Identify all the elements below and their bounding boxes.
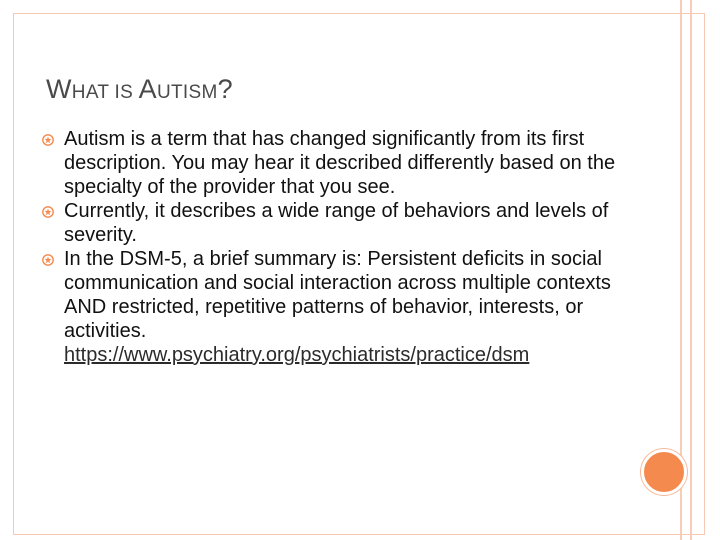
bullet-list bbox=[42, 127, 632, 367]
title-part: ? bbox=[217, 74, 233, 104]
bullet-text: Autism is a term that has changed significantly from its first description. You may hear it described differently based on the specialty of the provider that you see. bbox=[64, 128, 616, 198]
title-part: HAT bbox=[71, 82, 115, 103]
star-bullet-icon bbox=[42, 134, 54, 146]
list-item bbox=[42, 199, 632, 247]
star-bullet-icon bbox=[42, 254, 54, 266]
title-part: IS bbox=[114, 82, 139, 103]
slide-title bbox=[46, 74, 233, 105]
bullet-text: Currently, it describes a wide range of behaviors and levels of severity. bbox=[64, 200, 609, 246]
title-part: A bbox=[138, 74, 157, 104]
list-item bbox=[42, 247, 632, 367]
decorative-circle bbox=[641, 449, 687, 495]
decorative-rail-right bbox=[690, 0, 692, 540]
title-part: W bbox=[46, 74, 72, 104]
star-bullet-icon bbox=[42, 206, 54, 218]
bullet-text: In the DSM-5, a brief summary is: Persistent deficits in social communication and social interaction across multiple contexts AND restricted, repetitive patterns of behavior, interests, or activities. bbox=[64, 248, 611, 342]
list-item bbox=[42, 127, 632, 199]
dsm-link[interactable]: https://www.psychiatry.org/psychiatrists/practice/dsm bbox=[64, 344, 530, 366]
title-part: UTISM bbox=[156, 82, 218, 103]
